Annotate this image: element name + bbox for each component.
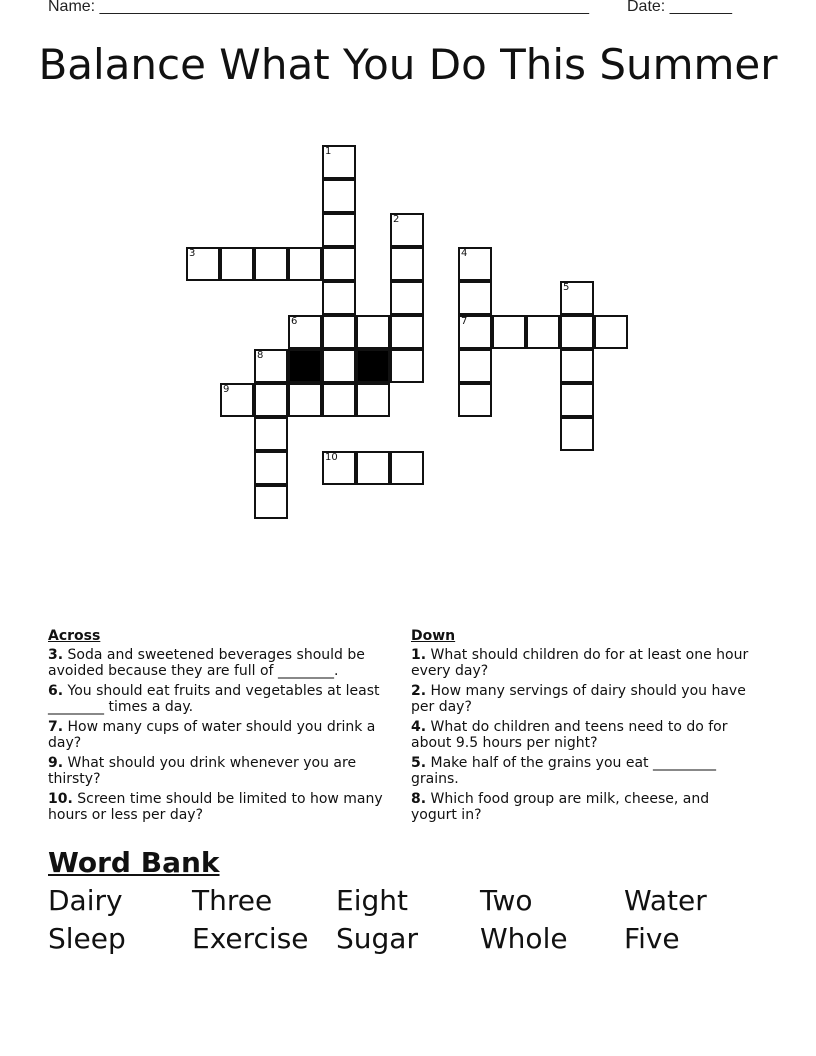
- grid-cell[interactable]: [458, 349, 492, 383]
- grid-cell[interactable]: [356, 315, 390, 349]
- grid-cell[interactable]: [458, 315, 492, 349]
- down-clue: [411, 719, 751, 751]
- grid-cell[interactable]: [288, 315, 322, 349]
- clue-text: What should you drink whenever you are thirsty?: [48, 755, 357, 787]
- clue-number-label: 2.: [411, 683, 427, 699]
- grid-cell[interactable]: [254, 451, 288, 485]
- grid-cell[interactable]: [390, 451, 424, 485]
- clue-number-label: 9.: [48, 755, 64, 771]
- word-bank-word: Five: [624, 922, 680, 955]
- word-bank-word: Whole: [480, 922, 568, 955]
- across-clue: [48, 755, 388, 787]
- grid-cell[interactable]: [458, 383, 492, 417]
- grid-cell[interactable]: [560, 281, 594, 315]
- clue-number: 7: [461, 316, 468, 327]
- grid-cell[interactable]: [390, 315, 424, 349]
- clue-text: Screen time should be limited to how many hours or less per day?: [48, 791, 383, 823]
- grid-cell[interactable]: [560, 383, 594, 417]
- grid-cell[interactable]: [254, 247, 288, 281]
- word-bank-word: Eight: [336, 884, 408, 917]
- grid-cell[interactable]: [322, 349, 356, 383]
- down-clue: [411, 647, 751, 679]
- grid-cell[interactable]: [322, 451, 356, 485]
- clue-number: 6: [291, 316, 298, 327]
- clue-text: How many cups of water should you drink a day?: [48, 719, 376, 751]
- date-field-label: Date: _______: [627, 0, 732, 15]
- word-bank-word: Three: [192, 884, 273, 917]
- word-bank-word: Dairy: [48, 884, 123, 917]
- grid-cell[interactable]: [322, 315, 356, 349]
- grid-cell[interactable]: [220, 247, 254, 281]
- grid-cell[interactable]: [492, 315, 526, 349]
- clue-number: 10: [325, 452, 338, 463]
- clue-number-label: 5.: [411, 755, 427, 771]
- grid-cell[interactable]: [356, 383, 390, 417]
- down-clue: [411, 683, 751, 715]
- name-field-label: Name: _______________________________________________________: [48, 0, 589, 15]
- grid-cell[interactable]: [594, 315, 628, 349]
- down-heading: Down: [411, 628, 456, 644]
- clue-number-label: 6.: [48, 683, 64, 699]
- down-clue: [411, 755, 751, 787]
- grid-cell[interactable]: [390, 213, 424, 247]
- grid-cell[interactable]: [390, 247, 424, 281]
- grid-cell[interactable]: [254, 349, 288, 383]
- grid-cell[interactable]: [322, 213, 356, 247]
- grid-cell[interactable]: [560, 349, 594, 383]
- word-bank-word: Sleep: [48, 922, 126, 955]
- page-title: Balance What You Do This Summer: [38, 40, 778, 89]
- clue-text: Soda and sweetened beverages should be avoided because they are full of ________.: [48, 647, 365, 679]
- grid-cell[interactable]: [254, 485, 288, 519]
- blocked-cell: [288, 349, 322, 383]
- clue-number: 1: [325, 146, 332, 157]
- clue-text: What should children do for at least one hour every day?: [411, 647, 749, 679]
- clue-text: Which food group are milk, cheese, and yogurt in?: [411, 791, 710, 823]
- word-bank-title: Word Bank: [48, 846, 220, 879]
- grid-cell[interactable]: [220, 383, 254, 417]
- across-clue: [48, 719, 388, 751]
- word-bank-word: Two: [480, 884, 533, 917]
- grid-cell[interactable]: [356, 451, 390, 485]
- grid-cell[interactable]: [322, 281, 356, 315]
- clue-number-label: 1.: [411, 647, 427, 663]
- across-clue: [48, 647, 388, 679]
- word-bank-word: Exercise: [192, 922, 309, 955]
- grid-cell[interactable]: [288, 383, 322, 417]
- clue-number-label: 10.: [48, 791, 73, 807]
- clue-number-label: 7.: [48, 719, 64, 735]
- down-clues: [411, 628, 751, 827]
- grid-cell[interactable]: [254, 383, 288, 417]
- grid-cell[interactable]: [526, 315, 560, 349]
- grid-cell[interactable]: [254, 417, 288, 451]
- clue-number: 5: [563, 282, 570, 293]
- grid-cell[interactable]: [288, 247, 322, 281]
- clue-number-label: 8.: [411, 791, 427, 807]
- grid-cell[interactable]: [390, 281, 424, 315]
- grid-cell[interactable]: [458, 247, 492, 281]
- grid-cell[interactable]: [322, 179, 356, 213]
- grid-cell[interactable]: [322, 145, 356, 179]
- clue-text: How many servings of dairy should you have per day?: [411, 683, 746, 715]
- down-clue: [411, 791, 751, 823]
- grid-cell[interactable]: [322, 383, 356, 417]
- clue-number: 2: [393, 214, 400, 225]
- grid-cell[interactable]: [186, 247, 220, 281]
- clue-number: 9: [223, 384, 230, 395]
- word-bank-word: Sugar: [336, 922, 418, 955]
- across-clues: [48, 628, 388, 827]
- across-clue: [48, 683, 388, 715]
- grid-cell[interactable]: [560, 315, 594, 349]
- clue-number-label: 3.: [48, 647, 64, 663]
- clue-number: 4: [461, 248, 468, 259]
- across-clue: [48, 791, 388, 823]
- word-bank-word: Water: [624, 884, 707, 917]
- across-heading: Across: [48, 628, 101, 644]
- clue-number-label: 4.: [411, 719, 427, 735]
- grid-cell[interactable]: [322, 247, 356, 281]
- grid-cell[interactable]: [390, 349, 424, 383]
- grid-cell[interactable]: [458, 281, 492, 315]
- clue-text: What do children and teens need to do for about 9.5 hours per night?: [411, 719, 728, 751]
- grid-cell[interactable]: [560, 417, 594, 451]
- blocked-cell: [356, 349, 390, 383]
- clue-number: 3: [189, 248, 196, 259]
- clue-number: 8: [257, 350, 264, 361]
- clue-text: Make half of the grains you eat _________ grains.: [411, 755, 716, 787]
- clue-text: You should eat fruits and vegetables at least ________ times a day.: [48, 683, 380, 715]
